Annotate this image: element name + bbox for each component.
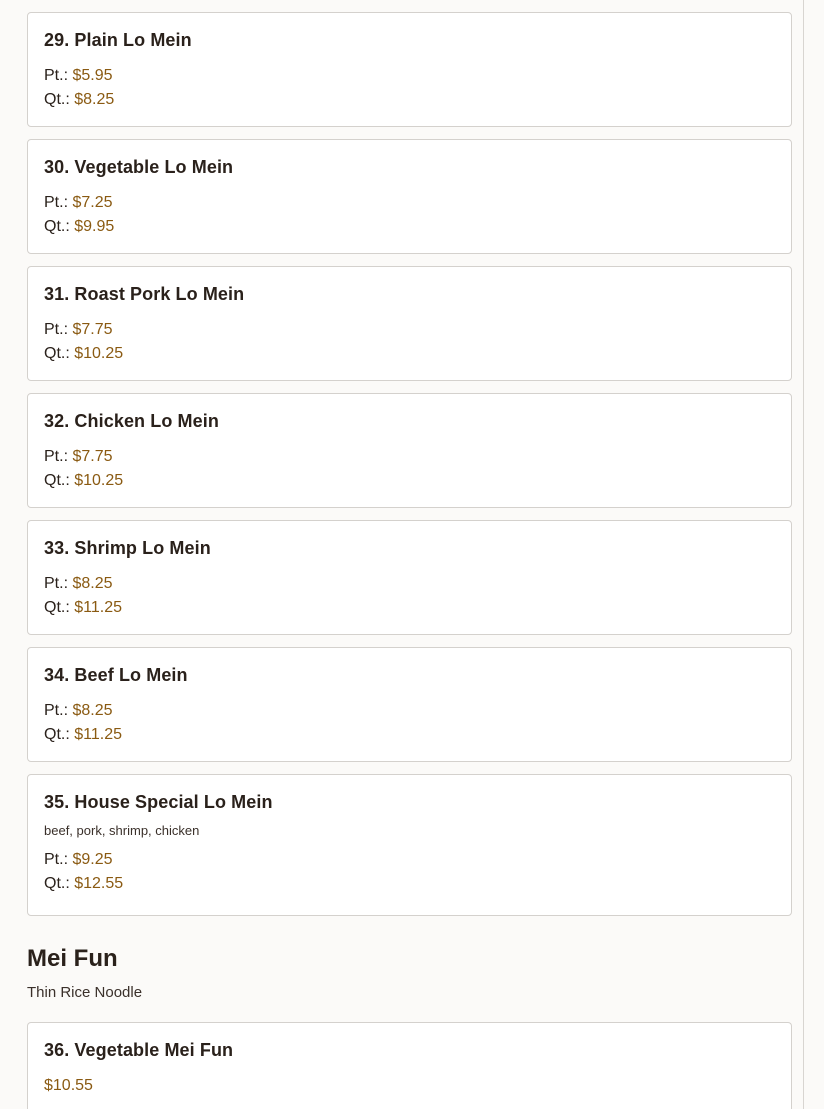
pint-label: Pt.: (44, 702, 69, 719)
pint-label: Pt.: (44, 448, 69, 465)
quart-price-row (44, 469, 775, 493)
pint-label: Pt.: (44, 321, 69, 338)
quart-price: $8.25 (74, 91, 115, 108)
menu-item-card[interactable] (27, 139, 792, 254)
quart-label: Qt.: (44, 345, 70, 362)
menu-item-prices (44, 445, 775, 493)
quart-price-row (44, 596, 775, 620)
menu-item-title: 31. Roast Pork Lo Mein (44, 284, 245, 304)
menu-item-card[interactable] (27, 266, 792, 381)
section-title-mei-fun: Mei Fun (27, 945, 118, 972)
menu-item-card[interactable] (27, 393, 792, 508)
pint-price: $7.75 (72, 321, 113, 338)
menu-content (27, 12, 792, 1109)
quart-label: Qt.: (44, 726, 70, 743)
menu-item-card[interactable] (27, 1022, 792, 1109)
pint-price-row (44, 848, 775, 872)
menu-item-prices (44, 1074, 775, 1098)
price-row (44, 1074, 775, 1098)
pint-price: $7.25 (72, 194, 113, 211)
pint-price-row (44, 64, 775, 88)
quart-price: $11.25 (74, 726, 122, 743)
pint-price: $5.95 (72, 67, 113, 84)
pint-label: Pt.: (44, 575, 69, 592)
menu-item-prices (44, 848, 775, 896)
quart-label: Qt.: (44, 472, 70, 489)
pint-price: $8.25 (72, 575, 113, 592)
page-edge-divider (803, 0, 804, 1109)
menu-item-prices (44, 318, 775, 366)
pint-price-row (44, 445, 775, 469)
quart-label: Qt.: (44, 91, 70, 108)
pint-price-row (44, 318, 775, 342)
menu-item-title: 29. Plain Lo Mein (44, 30, 192, 50)
quart-price-row (44, 872, 775, 896)
menu-item-title: 36. Vegetable Mei Fun (44, 1040, 234, 1060)
quart-label: Qt.: (44, 875, 70, 892)
menu-item-prices (44, 191, 775, 239)
pint-price-row (44, 572, 775, 596)
quart-price: $10.25 (74, 472, 124, 489)
menu-item-card[interactable] (27, 12, 792, 127)
quart-price: $11.25 (74, 599, 122, 616)
quart-label: Qt.: (44, 599, 70, 616)
pint-label: Pt.: (44, 194, 69, 211)
menu-item-prices (44, 64, 775, 112)
pint-price-row (44, 699, 775, 723)
menu-item-prices (44, 572, 775, 620)
pint-price: $8.25 (72, 702, 113, 719)
quart-price: $12.55 (74, 875, 124, 892)
quart-price: $10.25 (74, 345, 124, 362)
menu-item-title: 32. Chicken Lo Mein (44, 411, 219, 431)
quart-price: $9.95 (74, 218, 115, 235)
item-price: $10.55 (44, 1077, 93, 1094)
quart-price-row (44, 342, 775, 366)
pint-price-row (44, 191, 775, 215)
menu-item-title: 35. House Special Lo Mein (44, 792, 273, 812)
menu-item-card[interactable] (27, 520, 792, 635)
section-subtitle: Thin Rice Noodle (27, 984, 143, 1001)
menu-item-description: beef, pork, shrimp, chicken (44, 823, 200, 838)
quart-label: Qt.: (44, 218, 70, 235)
quart-price-row (44, 88, 775, 112)
menu-item-card[interactable] (27, 774, 792, 916)
pint-price: $7.75 (72, 448, 113, 465)
pint-label: Pt.: (44, 851, 69, 868)
quart-price-row (44, 215, 775, 239)
pint-price: $9.25 (72, 851, 113, 868)
menu-item-title: 34. Beef Lo Mein (44, 665, 188, 685)
menu-item-title: 33. Shrimp Lo Mein (44, 538, 211, 558)
menu-item-title: 30. Vegetable Lo Mein (44, 157, 234, 177)
quart-price-row (44, 723, 775, 747)
menu-item-prices (44, 699, 775, 747)
menu-item-card[interactable] (27, 647, 792, 762)
pint-label: Pt.: (44, 67, 69, 84)
